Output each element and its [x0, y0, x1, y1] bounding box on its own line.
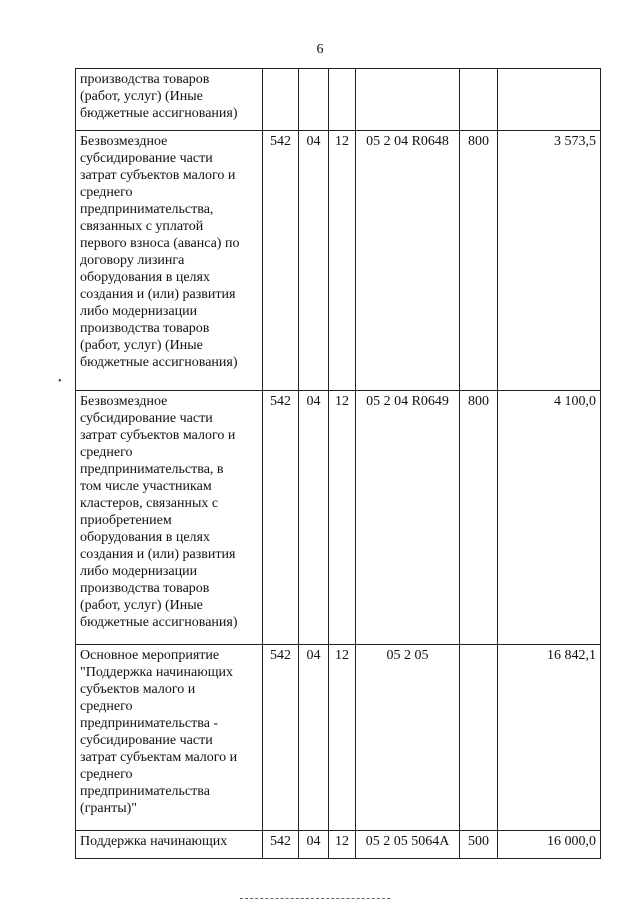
- target-article-cell: 05 2 04 R0649: [356, 391, 460, 645]
- amount-cell: 16 842,1: [498, 645, 601, 831]
- expense-kind-cell: [460, 645, 498, 831]
- description-line: предпринимательства, в: [80, 462, 224, 477]
- table-row: [76, 391, 601, 645]
- description-line: субъектов малого и: [80, 682, 196, 697]
- description-line: связанных с уплатой: [80, 219, 204, 234]
- description-line: Безвозмездное: [80, 394, 168, 409]
- description-line: первого взноса (аванса) по: [80, 236, 240, 251]
- description-line: создания и (или) развития: [80, 287, 236, 302]
- subsection-code-cell: 12: [329, 645, 356, 831]
- ministry-code-cell: 542: [263, 831, 299, 859]
- description-line: предпринимательства -: [80, 716, 219, 731]
- description-line: том числе участникам: [80, 479, 212, 494]
- description-line: либо модернизации: [80, 304, 198, 319]
- description-line: приобретением: [80, 513, 172, 528]
- description-cell: [76, 831, 263, 859]
- description-line: бюджетные ассигнования): [80, 106, 238, 121]
- target-article-cell: 05 2 05 5064A: [356, 831, 460, 859]
- section-code-cell: 04: [299, 645, 329, 831]
- subsection-code-cell: 12: [329, 131, 356, 391]
- description-line: (работ, услуг) (Иные: [80, 598, 203, 613]
- description-cell: [76, 131, 263, 391]
- description-line: "Поддержка начинающих: [80, 665, 233, 680]
- description-line: бюджетные ассигнования): [80, 355, 238, 370]
- amount-cell: [498, 69, 601, 131]
- description-line: оборудования в целях: [80, 530, 210, 545]
- description-line: затрат субъектов малого и: [80, 428, 236, 443]
- description-line: субсидирование части: [80, 151, 213, 166]
- description-line: договору лизинга: [80, 253, 185, 268]
- description-line: затрат субъектам малого и: [80, 750, 238, 765]
- description-line: субсидирование части: [80, 411, 213, 426]
- description-line: предпринимательства: [80, 784, 210, 799]
- description-line: (работ, услуг) (Иные: [80, 89, 203, 104]
- page-number: 6: [316, 42, 324, 57]
- description-line: среднего: [80, 699, 133, 714]
- amount-cell: 16 000,0: [498, 831, 601, 859]
- section-code-cell: [299, 69, 329, 131]
- description-line: предпринимательства,: [80, 202, 214, 217]
- description-line: (работ, услуг) (Иные: [80, 338, 203, 353]
- description-line: создания и (или) развития: [80, 547, 236, 562]
- description-line: среднего: [80, 185, 133, 200]
- description-line: Безвозмездное: [80, 134, 168, 149]
- description-line: производства товаров: [80, 581, 210, 596]
- amount-cell: 3 573,5: [498, 131, 601, 391]
- description-line: (гранты)": [80, 801, 138, 816]
- section-code-cell: 04: [299, 391, 329, 645]
- description-cell: [76, 645, 263, 831]
- stray-mark: •: [58, 376, 62, 387]
- budget-table: [75, 68, 601, 859]
- expense-kind-cell: 800: [460, 391, 498, 645]
- expense-kind-cell: 500: [460, 831, 498, 859]
- subsection-code-cell: [329, 69, 356, 131]
- description-line: либо модернизации: [80, 564, 198, 579]
- ministry-code-cell: [263, 69, 299, 131]
- section-code-cell: 04: [299, 831, 329, 859]
- description-line: бюджетные ассигнования): [80, 615, 238, 630]
- bottom-edge-artifact: [240, 898, 390, 902]
- target-article-cell: [356, 69, 460, 131]
- description-line: оборудования в целях: [80, 270, 210, 285]
- description-line: среднего: [80, 445, 133, 460]
- expense-kind-cell: [460, 69, 498, 131]
- description-line: затрат субъектов малого и: [80, 168, 236, 183]
- description-line: производства товаров: [80, 72, 210, 87]
- ministry-code-cell: 542: [263, 645, 299, 831]
- table-row: [76, 831, 601, 859]
- expense-kind-cell: 800: [460, 131, 498, 391]
- subsection-code-cell: 12: [329, 831, 356, 859]
- description-line: субсидирование части: [80, 733, 213, 748]
- description-cell: [76, 69, 263, 131]
- section-code-cell: 04: [299, 131, 329, 391]
- description-line: среднего: [80, 767, 133, 782]
- description-line: Основное мероприятие: [80, 648, 220, 663]
- budget-table-body: [76, 69, 601, 859]
- description-line: производства товаров: [80, 321, 210, 336]
- table-row: [76, 131, 601, 391]
- table-row: [76, 69, 601, 131]
- subsection-code-cell: 12: [329, 391, 356, 645]
- description-line: Поддержка начинающих: [80, 834, 228, 849]
- amount-cell: 4 100,0: [498, 391, 601, 645]
- description-line: кластеров, связанных с: [80, 496, 219, 511]
- target-article-cell: 05 2 04 R0648: [356, 131, 460, 391]
- target-article-cell: 05 2 05: [356, 645, 460, 831]
- table-row: [76, 645, 601, 831]
- ministry-code-cell: 542: [263, 391, 299, 645]
- description-cell: [76, 391, 263, 645]
- ministry-code-cell: 542: [263, 131, 299, 391]
